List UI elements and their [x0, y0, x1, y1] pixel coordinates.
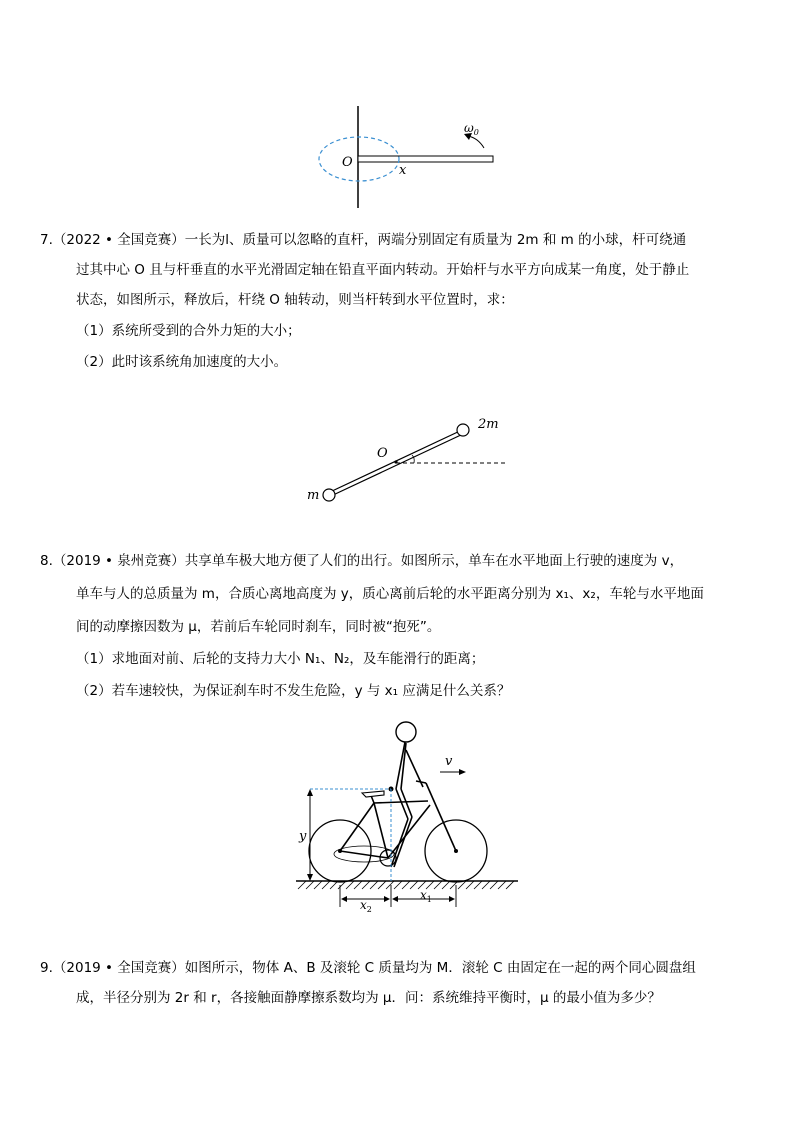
label-v: v: [445, 754, 453, 769]
x1-arrow-right: [449, 896, 455, 902]
q8-text-1: 共享单车极大地方便了人们的出行。如图所示，单车在水平地面上行驶的速度为 v，: [184, 553, 684, 569]
label-2m: 2m: [478, 417, 499, 432]
label-x1: $x_1$: [420, 888, 432, 904]
q9-number: 9.: [40, 960, 53, 976]
rod: [358, 156, 493, 162]
q7-text-1: 一长为l、质量可以忽略的直杆，两端分别固定有质量为 2m 和 m 的小球，杆可绕通: [184, 232, 687, 248]
rider-head: [396, 722, 416, 742]
saddle: [362, 791, 384, 797]
label-O7: O: [377, 446, 388, 461]
label-x: x: [399, 163, 407, 178]
question-8: [40, 551, 736, 711]
question-9: [40, 958, 736, 1028]
dumbbell-rod-figure: [300, 412, 520, 512]
x2-arrow-left: [341, 896, 347, 902]
q7-source: （2022 • 全国竞赛）: [52, 232, 185, 248]
ground-hatch: [298, 881, 514, 889]
q8-sub2: （2）若车速较快，为保证刹车时不发生危险，y 与 x₁ 应满足什么关系？: [76, 683, 511, 699]
rotating-rod-figure: [300, 100, 510, 212]
q8-line1: [40, 551, 683, 571]
q9-line2: 成，半径分别为 2r 和 r，各接触面静摩擦系数均为 μ．问：系统维持平衡时，μ 的最小值为多少？: [76, 990, 661, 1006]
q8-source: （2019 • 泉州竞赛）: [52, 553, 185, 569]
q7-line2: 过其中心 O 且与杆垂直的水平光滑固定轴在铅直平面内转动。开始杆与水平方向成某一角度，处于静止: [76, 262, 690, 278]
omega-arrow: [468, 136, 484, 148]
ball-2m: [457, 424, 469, 436]
y-arrow-bottom: [307, 874, 313, 881]
bicycle-figure: [288, 715, 528, 915]
label-y: y: [299, 829, 307, 844]
question-7: [40, 230, 736, 410]
q8-number: 8.: [40, 553, 53, 569]
q9-text-1: 如图所示，物体 A、B 及滚轮 C 质量均为 M．滚轮 C 由固定在一起的两个同心圆盘组: [184, 960, 696, 976]
q8-sub1: （1）求地面对前、后轮的支持力大小 N₁、N₂，及车能滑行的距离；: [76, 651, 485, 667]
angle-arc: [412, 455, 414, 463]
label-O: O: [342, 155, 353, 170]
q8-line2: 单车与人的总质量为 m，合质心离地高度为 y，质心离前后轮的水平距离分别为 x₁、x₂，车轮与水平地面: [76, 586, 704, 602]
label-omega: $\omega_0$: [464, 121, 479, 137]
x1-arrow-left: [392, 896, 398, 902]
q7-sub2: （2）此时该系统角加速度的大小。: [76, 354, 288, 370]
ball-m: [323, 489, 335, 501]
q8-line3: 间的动摩擦因数为 μ，若前后车轮同时刹车，同时被“抱死”。: [76, 619, 441, 635]
q9-line1: [40, 958, 696, 978]
label-x2: $x_2$: [360, 898, 372, 914]
x2-arrow-right: [384, 896, 390, 902]
tilted-rod-b: [331, 434, 463, 496]
label-m: m: [307, 488, 320, 503]
y-arrow-top: [307, 789, 313, 796]
q7-line1: [40, 230, 686, 250]
q7-line3: 状态，如图所示，释放后，杆绕 O 轴转动，则当杆转到水平位置时，求：: [76, 292, 514, 308]
velocity-arrowhead: [459, 769, 466, 775]
q7-sub1: （1）系统所受到的合外力矩的大小；: [76, 323, 301, 339]
q9-source: （2019 • 全国竞赛）: [52, 960, 185, 976]
q7-number: 7.: [40, 232, 53, 248]
